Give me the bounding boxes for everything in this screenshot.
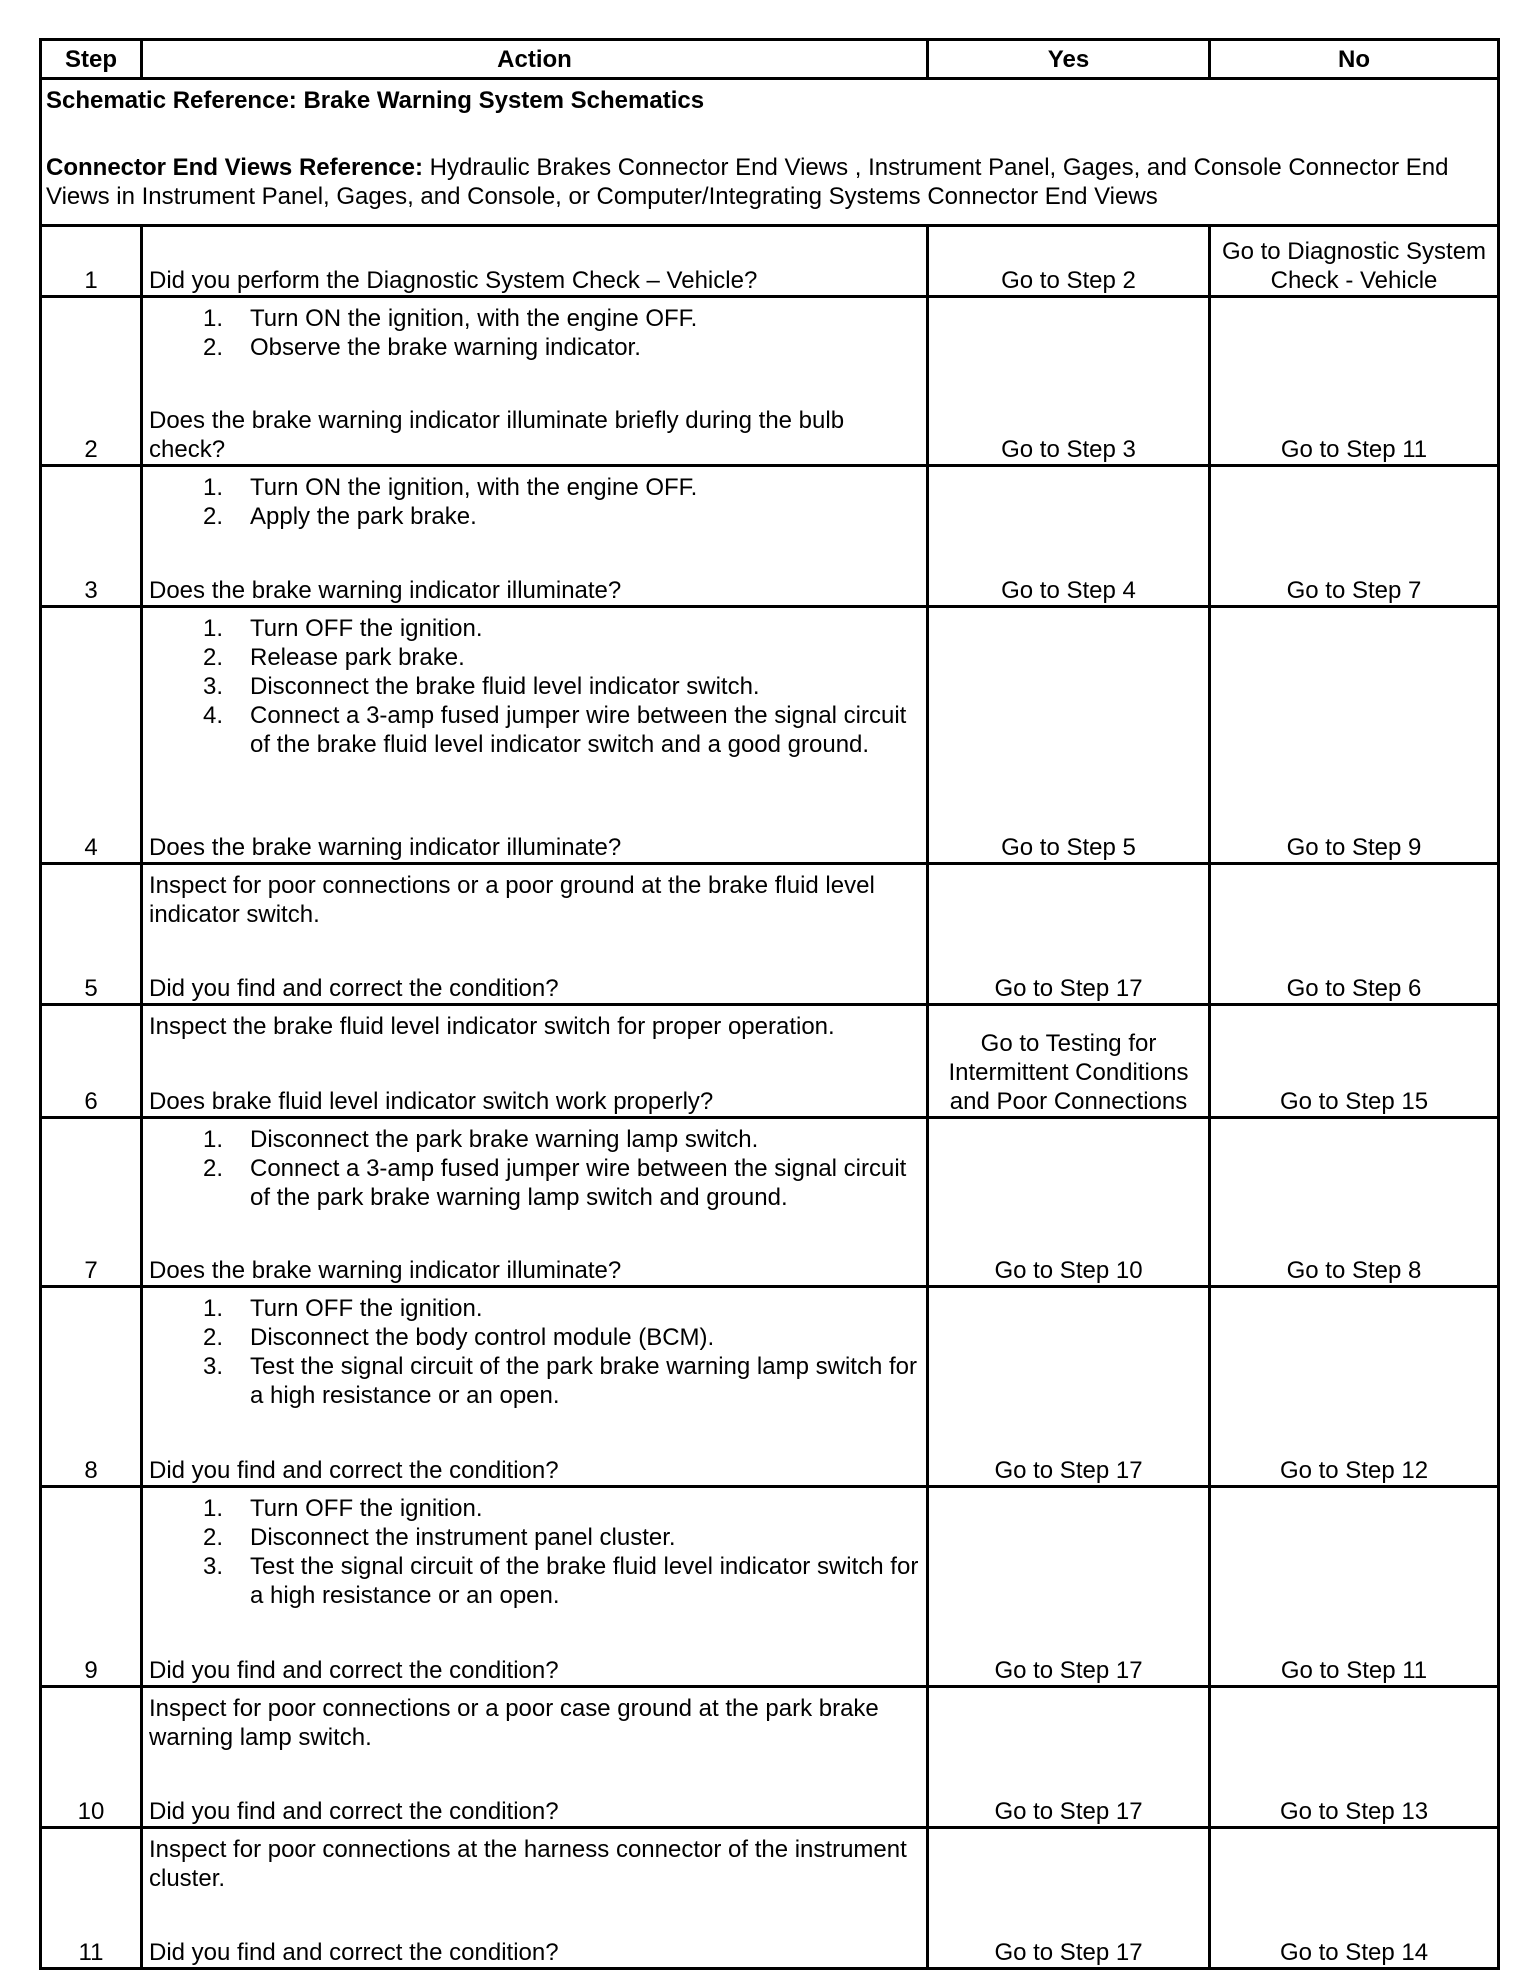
- diagnostic-table: [39, 38, 1500, 1970]
- action-question: Does the brake warning indicator illuminate?: [149, 577, 622, 604]
- no-result: Go to Step 15: [1210, 1005, 1499, 1118]
- action-steps: [149, 304, 920, 362]
- yes-result: Go to Step 3: [928, 297, 1210, 466]
- action-question: Did you find and correct the condition?: [149, 1798, 559, 1825]
- action-question: Does the brake warning indicator illuminate briefly during the bulb check?: [149, 407, 845, 463]
- action-question: Does brake fluid level indicator switch work properly?: [149, 1088, 714, 1115]
- action-cell: [142, 607, 928, 864]
- list-item: 2. Release park brake.: [203, 644, 465, 671]
- no-result: Go to Step 7: [1210, 466, 1499, 607]
- connector-reference: [46, 153, 1493, 211]
- step-number: 10: [41, 1687, 142, 1828]
- list-item: 3. Test the signal circuit of the park brake warning lamp switch for a high resistance or an open.: [203, 1353, 917, 1409]
- action-steps: [149, 1294, 920, 1410]
- action-question: Did you find and correct the condition?: [149, 1939, 559, 1966]
- schematic-reference: [46, 86, 1493, 115]
- list-item-text: Connect a 3-amp fused jumper wire between the signal circuit of the brake fluid level indicator switch and a good ground.: [250, 702, 907, 758]
- action-instruction: Inspect the brake fluid level indicator switch for proper operation.: [149, 1013, 835, 1040]
- action-cell: [142, 1287, 928, 1487]
- table-row: [41, 1118, 1499, 1287]
- table-row: [41, 607, 1499, 864]
- table-row: [41, 1828, 1499, 1969]
- list-item-text: Turn ON the ignition, with the engine OFF.: [250, 305, 698, 332]
- list-item-text: Disconnect the park brake warning lamp switch.: [250, 1126, 759, 1153]
- list-item-text: Observe the brake warning indicator.: [250, 334, 641, 361]
- action-cell: [142, 1487, 928, 1687]
- step-number: 2: [41, 297, 142, 466]
- yes-result: Go to Testing for Intermittent Conditions and Poor Connections: [928, 1005, 1210, 1118]
- no-result: Go to Step 11: [1210, 1487, 1499, 1687]
- list-item-text: Turn OFF the ignition.: [250, 1295, 483, 1322]
- action-cell: [142, 1687, 928, 1828]
- step-number: 4: [41, 607, 142, 864]
- list-item: 1. Turn OFF the ignition.: [203, 1295, 483, 1322]
- action-steps: [149, 614, 920, 759]
- no-result: Go to Step 13: [1210, 1687, 1499, 1828]
- table-row: [41, 1487, 1499, 1687]
- list-item: 2. Apply the park brake.: [203, 503, 477, 530]
- step-number: 11: [41, 1828, 142, 1969]
- action-cell: [142, 1118, 928, 1287]
- header-step: Step: [41, 40, 142, 79]
- yes-result: Go to Step 17: [928, 1487, 1210, 1687]
- header-yes: Yes: [928, 40, 1210, 79]
- list-item-text: Connect a 3-amp fused jumper wire between the signal circuit of the park brake warning lamp switch and ground.: [250, 1155, 907, 1211]
- schematic-value: Brake Warning System Schematics: [303, 87, 705, 114]
- table-row: [41, 1287, 1499, 1487]
- list-item: 2. Disconnect the body control module (BCM).: [203, 1324, 715, 1351]
- list-item-text: Disconnect the instrument panel cluster.: [250, 1524, 676, 1551]
- action-instruction: Inspect for poor connections or a poor ground at the brake fluid level indicator switch.: [149, 872, 875, 928]
- action-question: Does the brake warning indicator illuminate?: [149, 1257, 622, 1284]
- action-question: Did you find and correct the condition?: [149, 1657, 559, 1684]
- action-cell: [142, 226, 928, 297]
- step-number: 3: [41, 466, 142, 607]
- list-item: 3. Test the signal circuit of the brake fluid level indicator switch for a high resistance or an open.: [203, 1553, 919, 1609]
- table-row: [41, 226, 1499, 297]
- no-result: Go to Step 8: [1210, 1118, 1499, 1287]
- list-item: 2. Connect a 3-amp fused jumper wire between the signal circuit of the park brake warning lamp switch and ground.: [203, 1155, 907, 1211]
- list-item: 1. Disconnect the park brake warning lamp switch.: [203, 1126, 759, 1153]
- list-item-text: Apply the park brake.: [250, 503, 477, 530]
- action-question: Does the brake warning indicator illuminate?: [149, 834, 622, 861]
- list-item: 3. Disconnect the brake fluid level indicator switch.: [203, 673, 760, 700]
- table-row: [41, 1005, 1499, 1118]
- no-result: Go to Step 11: [1210, 297, 1499, 466]
- reference-row: [41, 79, 1499, 226]
- step-number: 9: [41, 1487, 142, 1687]
- header-row: [41, 40, 1499, 79]
- list-item-text: Disconnect the body control module (BCM).: [250, 1324, 715, 1351]
- list-item: 4. Connect a 3-amp fused jumper wire between the signal circuit of the brake fluid level indicator switch and a good ground.: [203, 702, 907, 758]
- list-item-text: Release park brake.: [250, 644, 465, 671]
- reference-cell: [41, 79, 1499, 226]
- list-item: 1. Turn OFF the ignition.: [203, 1495, 483, 1522]
- step-number: 7: [41, 1118, 142, 1287]
- yes-result: Go to Step 17: [928, 864, 1210, 1005]
- table-row: [41, 297, 1499, 466]
- connector-value: Hydraulic Brakes Connector End Views , Instrument Panel, Gages, and Console Connector End Views in Instrument Panel, Gages, and Console, or Computer/Integrating Systems Connector End Views: [46, 154, 1449, 210]
- no-result: Go to Diagnostic System Check - Vehicle: [1210, 226, 1499, 297]
- action-instruction: Inspect for poor connections at the harness connector of the instrument cluster.: [149, 1836, 907, 1892]
- no-result: Go to Step 9: [1210, 607, 1499, 864]
- step-number: 5: [41, 864, 142, 1005]
- table-row: [41, 864, 1499, 1005]
- header-no: No: [1210, 40, 1499, 79]
- list-item-text: Test the signal circuit of the park brake warning lamp switch for a high resistance or an open.: [250, 1353, 917, 1409]
- no-result: Go to Step 6: [1210, 864, 1499, 1005]
- yes-result: Go to Step 2: [928, 226, 1210, 297]
- connector-label: Connector End Views Reference:: [46, 154, 423, 181]
- list-item: 2. Observe the brake warning indicator.: [203, 334, 641, 361]
- yes-result: Go to Step 5: [928, 607, 1210, 864]
- header-action: Action: [142, 40, 928, 79]
- list-item-text: Test the signal circuit of the brake fluid level indicator switch for a high resistance or an open.: [250, 1553, 919, 1609]
- table-row: [41, 466, 1499, 607]
- action-cell: [142, 1005, 928, 1118]
- action-cell: [142, 1828, 928, 1969]
- action-cell: [142, 297, 928, 466]
- action-question: Did you find and correct the condition?: [149, 1457, 559, 1484]
- action-steps: [149, 1125, 920, 1212]
- no-result: Go to Step 12: [1210, 1287, 1499, 1487]
- list-item-text: Turn OFF the ignition.: [250, 615, 483, 642]
- no-result: Go to Step 14: [1210, 1828, 1499, 1969]
- list-item: 1. Turn OFF the ignition.: [203, 615, 483, 642]
- list-item: 2. Disconnect the instrument panel cluster.: [203, 1524, 676, 1551]
- yes-result: Go to Step 17: [928, 1287, 1210, 1487]
- yes-result: Go to Step 17: [928, 1828, 1210, 1969]
- action-steps: [149, 1494, 920, 1610]
- step-number: 8: [41, 1287, 142, 1487]
- list-item-text: Disconnect the brake fluid level indicator switch.: [250, 673, 760, 700]
- list-item: 1. Turn ON the ignition, with the engine OFF.: [203, 305, 698, 332]
- action-question: Did you find and correct the condition?: [149, 975, 559, 1002]
- action-question: Did you perform the Diagnostic System Check – Vehicle?: [149, 267, 758, 294]
- step-number: 6: [41, 1005, 142, 1118]
- step-number: 1: [41, 226, 142, 297]
- action-cell: [142, 864, 928, 1005]
- schematic-label: Schematic Reference:: [46, 87, 297, 114]
- yes-result: Go to Step 10: [928, 1118, 1210, 1287]
- yes-result: Go to Step 4: [928, 466, 1210, 607]
- list-item-text: Turn OFF the ignition.: [250, 1495, 483, 1522]
- action-instruction: Inspect for poor connections or a poor case ground at the park brake warning lamp switch.: [149, 1695, 879, 1751]
- yes-result: Go to Step 17: [928, 1687, 1210, 1828]
- action-steps: [149, 473, 920, 531]
- list-item-text: Turn ON the ignition, with the engine OFF.: [250, 474, 698, 501]
- action-cell: [142, 466, 928, 607]
- table-row: [41, 1687, 1499, 1828]
- list-item: 1. Turn ON the ignition, with the engine OFF.: [203, 474, 698, 501]
